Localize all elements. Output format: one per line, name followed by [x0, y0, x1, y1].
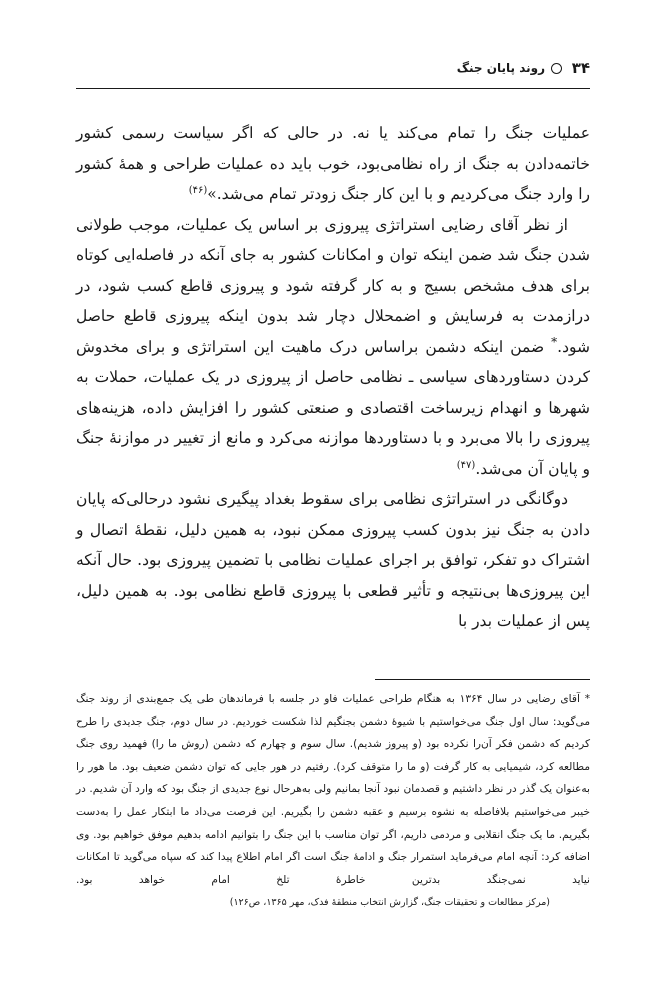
main-text: [76, 118, 590, 637]
page-number: ۳۴: [571, 59, 590, 77]
page-header: [0, 58, 666, 94]
paragraph-2-text-b: ضمن اینکه دشمن براساس درک ماهیت این استراتژی و برای مخدوش کردن دستاوردهای سیاسی ـ نظامی حاصل از پیروزی در یک عملیات، حملات به شهرها و انهدام زیرساخت اقتصادی و صنعتی کشور را افزایش داده، هزینه‌های پیروزی را بالا می‌برد و با دستاوردها موازنه می‌کرد و مانع از تغییر در موازنهٔ جنگ و پایان آن می‌شد.: [76, 337, 590, 478]
paragraph-3: [76, 484, 590, 637]
circle-ornament-icon: [551, 63, 562, 74]
paragraph-2-text-a: از نظر آقای رضایی استراتژی پیروزی بر اساس یک عملیات، موجب طولانی شدن جنگ شد ضمن اینکه توان و امکانات کشور به جای آنکه در فاصله‌ایی کوتاه برای هدف مشخص بسیج و به کار گرفته شود و پیروزی قاطع کسب شود، در درازمدت به فرسایش و اضمحلال دچار شد بدون اینکه پیروزی قاطع حاصل شود.: [76, 215, 590, 356]
reference-46: (۴۶): [188, 184, 208, 196]
paragraph-1-text: عملیات جنگ را تمام می‌کند یا نه. در حالی که اگر سیاست رسمی کشور خاتمه‌دادن به جنگ از راه نظامی‌بود، خوب باید ده عملیات طراحی و همهٔ کشور را وارد جنگ می‌کردیم و با این کار جنگ زودتر تمام می‌شد.»: [76, 124, 590, 203]
paragraph-1: [76, 118, 590, 210]
footnote-text: * آقای رضایی در سال ۱۳۶۴ به هنگام طراحی عملیات فاو در جلسه با فرماندهان طی یک جمع‌بندی از روند جنگ می‌گوید: سال اول جنگ می‌خواستیم با شیوهٔ دشمن بجنگیم لذا شکست خوردیم. در سال دوم، جنگ جدیدی را طرح کردیم که دشمن فکر آن‌را نکرده بود (و پیروز شدیم). سال سوم و چهارم که دشمن (روش ما را) فهمید روی جنگ مطالعه کرد، شیمیایی به کار گرفت (و ما را متوقف کرد). رفتیم در هور جایی که توان دشمن ضعیف بود. ما هور را به‌عنوان یک گذر در نظر داشتیم و قصدمان نبود آنجا بمانیم ولی به‌هرحال نوع جدیدی از جنگ بود که وارد آن شدیم. در خیبر می‌خواستیم بلافاصله به نشوه برسیم و عقبه دشمن را بگیریم. این فرصت می‌داد ما ابتکار عمل را به‌دست بگیریم. ما یک جنگ انقلابی و مردمی داریم، اگر توان مناسب با این جنگ را بتوانیم ادامه بدهیم موفق خواهیم بود. وی اضافه کرد: آنچه امام می‌فرماید استمرار جنگ و ادامهٔ جنگ است اگر امام اطلاع پیدا کند که سپاه می‌گوید تا امکانات نیاید نمی‌جنگد بدترین خاطرهٔ تلخ امام خواهد بود.: [76, 693, 590, 886]
footnote-divider: [375, 679, 590, 680]
footnote-paragraph: [76, 688, 590, 915]
paragraph-3-text: دوگانگی در استراتژی نظامی برای سقوط بغداد پیگیری نشود درحالی‌که پایان دادن به جنگ نیز بدون کسب پیروزی ممکن نبود، به همین دلیل، نقطهٔ اتصال و اشتراک دو تفکر، توافق بر اجرای عملیات نظامی با تضمین پیروزی بود. حال آنکه این پیروزی‌ها بی‌نتیجه و تأثیر قطعی با پیروزی قاطع نظامی بود. به همین دلیل، پس از عملیات بدر با: [76, 490, 590, 630]
reference-47: (۴۷): [456, 459, 476, 471]
running-title: روند پایان جنگ: [456, 61, 545, 75]
footnote-marker: *: [551, 334, 558, 349]
footnote-source: (مرکز مطالعات و تحقیقات جنگ، گزارش انتخاب منطقهٔ فدک، مهر ۱۳۶۵، ص۱۲۶): [229, 897, 550, 909]
paragraph-2: [76, 210, 590, 485]
header-divider: [76, 88, 590, 89]
footnote: [76, 688, 590, 915]
